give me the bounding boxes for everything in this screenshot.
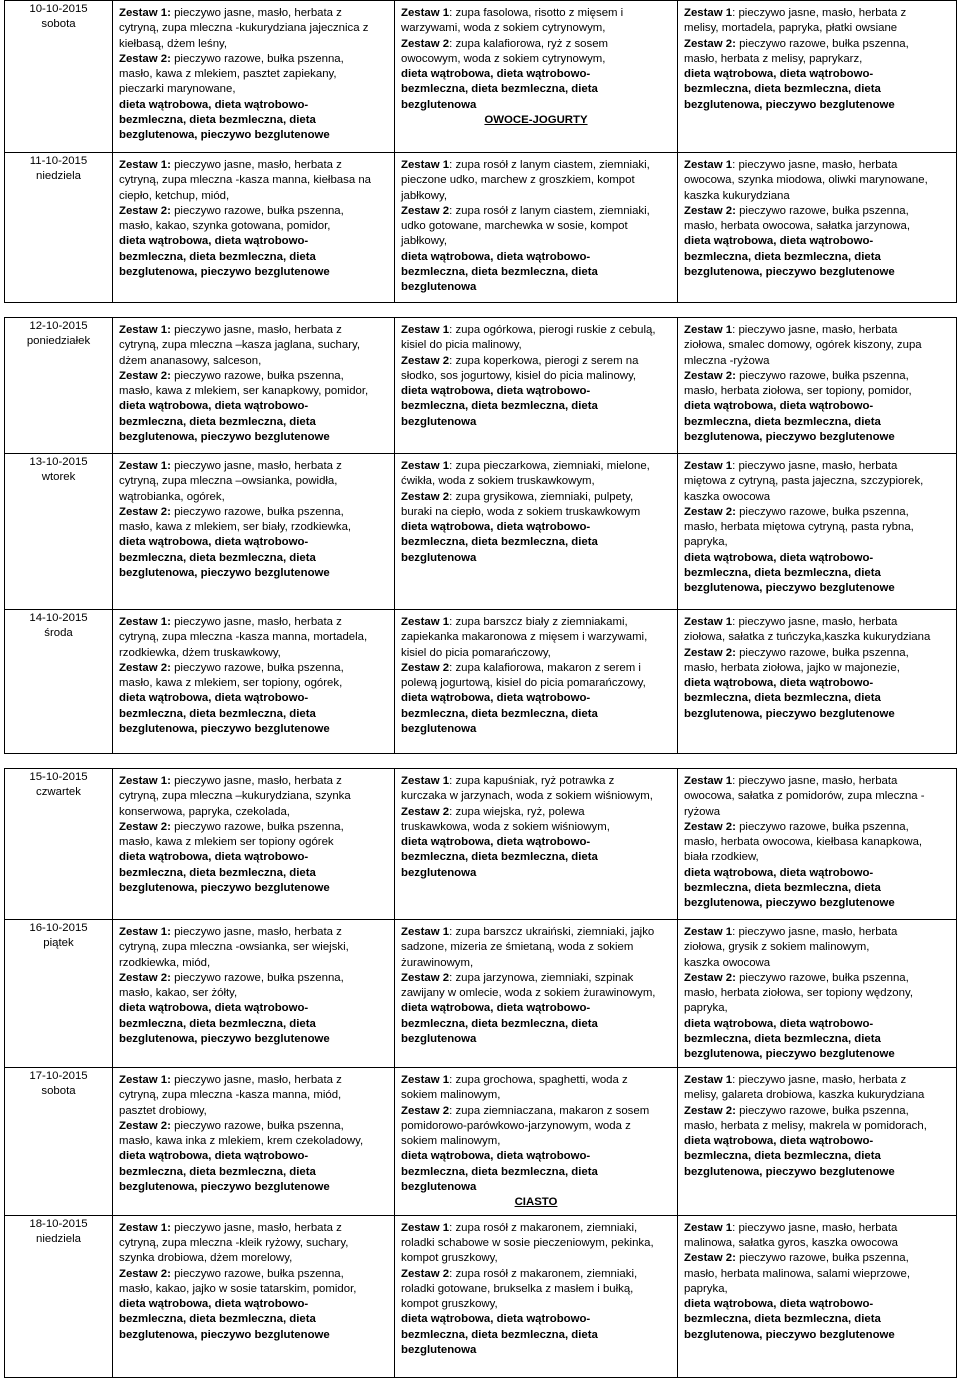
breakfast-line: masło, kakao, ser żółty, [119, 987, 238, 1000]
dinner-line: bezglutenowa, pieczywo bezglutenowe [684, 1328, 895, 1341]
dinner-line: bezmleczna, dieta bezmleczna, dieta [684, 692, 881, 705]
date-label: 15-10-2015 [29, 771, 88, 783]
date-label: 11-10-2015 [29, 155, 88, 167]
breakfast-line: cytryną, zupa mleczna –owsianka, powidła, [119, 475, 338, 488]
breakfast-line: pieczarki marynowane, [119, 83, 236, 96]
breakfast-line: masło, kawa z mlekiem, pasztet zapiekany, [119, 68, 337, 81]
weekday-label: sobota [41, 1085, 76, 1098]
dinner-line: melisy, mortadela, papryka, płatki owsiane [684, 22, 898, 35]
breakfast-line: dieta wątrobowa, dieta wątrobowo- [119, 1002, 309, 1015]
lunch-line: roladki gotowane, brukselka z masłem i bułką, [401, 1282, 634, 1295]
breakfast-line: masło, kakao, jajko w sosie tatarskim, pomidor, [119, 1282, 357, 1295]
dinner-line: owocowa, szynka miodowa, oliwki marynowane, [684, 174, 928, 187]
dinner-line: melisy, galareta drobiowa, kaszka kukurydziana [684, 1089, 925, 1102]
breakfast-line: cytryną, zupa mleczna –kukurydziana, szynka [119, 790, 351, 803]
lunch-cell [395, 1068, 678, 1216]
breakfast-line: bezglutenowa, pieczywo bezglutenowe [119, 431, 330, 444]
dinner-cell [678, 1, 957, 153]
dinner-line: Zestaw 2: pieczywo razowe, bułka pszenna, [684, 820, 909, 833]
dinner-cell [678, 454, 957, 610]
dinner-line: Zestaw 2: pieczywo razowe, bułka pszenna, [684, 369, 909, 382]
breakfast-line: Zestaw 1: pieczywo jasne, masło, herbata z [119, 1221, 342, 1234]
breakfast-line: bezglutenowa, pieczywo bezglutenowe [119, 1033, 330, 1046]
breakfast-line: ciepło, ketchup, miód, [119, 189, 230, 202]
lunch-line: kurczaka w jarzynach, woda z sokiem wiśniowym, [401, 790, 653, 803]
dinner-line: bezglutenowa, pieczywo bezglutenowe [684, 1048, 895, 1061]
breakfast-line: rzodkiewka, miód, [119, 956, 211, 969]
lunch-line: Zestaw 2: zupa kalafiorowa, ryż z sosem [401, 37, 609, 50]
date-label: 13-10-2015 [29, 456, 88, 468]
weekday-label: niedziela [36, 1232, 81, 1245]
breakfast-line: bezmleczna, dieta bezmleczna, dieta [119, 1313, 316, 1326]
lunch-line: Zestaw 1: zupa fasolowa, risotto z mięsem i [401, 7, 624, 19]
dinner-line: kaszka owocowa [684, 956, 771, 969]
row-separator [5, 303, 957, 318]
breakfast-line: dieta wątrobowa, dieta wątrobowo- [119, 1298, 309, 1311]
lunch-line: bezglutenowa [401, 866, 477, 879]
lunch-line: udko gotowane, marchewka w sosie, kompot [401, 220, 628, 233]
lunch-line: bezmleczna, dieta bezmleczna, dieta [401, 400, 598, 413]
lunch-line: buraki na ciepło, woda z sokiem truskawkowym [401, 505, 641, 518]
lunch-line: bezglutenowa [401, 281, 477, 294]
dinner-line: bezglutenowa, pieczywo bezglutenowe [684, 266, 895, 279]
breakfast-line: Zestaw 2: pieczywo razowe, bułka pszenna, [119, 1267, 344, 1280]
dinner-line: bezglutenowa, pieczywo bezglutenowe [684, 431, 895, 444]
lunch-line: Zestaw 2: zupa rosół z lanym ciastem, ziemniaki, [401, 204, 650, 217]
date-cell [5, 318, 113, 454]
breakfast-line: Zestaw 2: pieczywo razowe, bułka pszenna, [119, 971, 344, 984]
breakfast-line: cytryną, zupa mleczna -kasza manna, miód, [119, 1089, 342, 1102]
lunch-line: bezglutenowa [401, 723, 477, 736]
breakfast-line: dżem ananasowy, salceson, [119, 354, 262, 367]
breakfast-cell [113, 1068, 395, 1216]
breakfast-line: dieta wątrobowa, dieta wątrobowo- [119, 851, 309, 864]
breakfast-line: masło, kawa z mlekiem, ser topiony, ogórek, [119, 677, 343, 690]
lunch-line: polewą jogurtową, kisiel do picia pomarańczowy, [401, 677, 646, 690]
dinner-line: ziołowa, smalec domowy, ogórek kiszony, zupa [684, 339, 922, 352]
dinner-line: Zestaw 2: pieczywo razowe, bułka pszenna, [684, 37, 909, 50]
dinner-line: Zestaw 1: pieczywo jasne, masło, herbata [684, 159, 898, 171]
lunch-line: sadzone, mizeria ze śmietaną, woda z sokiem [401, 941, 634, 954]
dinner-line: masło, herbata malinowa, salami wieprzowe, [684, 1267, 911, 1280]
lunch-line: Zestaw 1: zupa grochowa, spaghetti, woda z [401, 1074, 628, 1086]
lunch-cell [395, 454, 678, 610]
dinner-line: bezglutenowa, pieczywo bezglutenowe [684, 1165, 895, 1178]
date-cell [5, 153, 113, 303]
lunch-line: kompot gruszkowy, [401, 1252, 498, 1265]
breakfast-line: kiełbasą, dżem leśny, [119, 37, 228, 50]
lunch-line: żurawinowym, [401, 956, 474, 969]
breakfast-line: Zestaw 2: pieczywo razowe, bułka pszenna, [119, 661, 344, 674]
dinner-cell [678, 1068, 957, 1216]
dinner-line: bezmleczna, dieta bezmleczna, dieta [684, 882, 881, 895]
lunch-line: Zestaw 2: zupa koperkowa, pierogi z serem na [401, 354, 639, 367]
date-label: 14-10-2015 [29, 612, 88, 624]
lunch-line: ćwikła, woda z sokiem truskawkowym, [401, 475, 595, 488]
breakfast-line: bezglutenowa, pieczywo bezglutenowe [119, 723, 330, 736]
lunch-line: Zestaw 2: zupa wiejska, ryż, polewa [401, 805, 585, 818]
dinner-line: bezmleczna, dieta bezmleczna, dieta [684, 1033, 881, 1046]
dinner-line: dieta wątrobowa, dieta wątrobowo- [684, 68, 874, 81]
lunch-line: dieta wątrobowa, dieta wątrobowo- [401, 692, 591, 705]
breakfast-cell [113, 1, 395, 153]
lunch-cell [395, 318, 678, 454]
lunch-line: bezmleczna, dieta bezmleczna, dieta [401, 83, 598, 96]
dinner-line: masło, herbata ziołowa, ser topiony, pomidor, [684, 385, 912, 398]
row-separator [5, 754, 957, 769]
lunch-line: sokiem malinowym, [401, 1089, 501, 1102]
weekday-label: środa [44, 627, 73, 640]
dinner-cell [678, 1215, 957, 1377]
day-row [5, 920, 957, 1068]
dinner-line: kaszka kukurydziana [684, 189, 790, 202]
weekday-label: czwartek [36, 786, 81, 799]
dinner-line: masło, herbata z melisy, paprykarz, [684, 52, 863, 65]
lunch-line: bezmleczna, dieta bezmleczna, dieta [401, 1017, 598, 1030]
lunch-cell [395, 920, 678, 1068]
breakfast-line: bezglutenowa, pieczywo bezglutenowe [119, 129, 330, 142]
dinner-line: bezmleczna, dieta bezmleczna, dieta [684, 83, 881, 96]
lunch-line: kompot gruszkowy, [401, 1298, 498, 1311]
lunch-line: zawijany w omlecie, woda z sokiem żurawinowym, [401, 987, 656, 1000]
day-row [5, 1068, 957, 1216]
lunch-line: Zestaw 2: zupa jarzynowa, ziemniaki, szpinak [401, 971, 634, 984]
lunch-line: CIASTO [514, 1196, 558, 1209]
dinner-line: miętowa z cytryną, pasta jajeczna, szczypiorek, [684, 475, 924, 488]
day-row [5, 1215, 957, 1377]
date-cell [5, 1068, 113, 1216]
breakfast-line: cytryną, zupa mleczna -owsianka, ser wiejski, [119, 941, 349, 954]
dinner-line: masło, herbata miętowa cytryną, pasta rybna, [684, 521, 914, 534]
breakfast-line: bezmleczna, dieta bezmleczna, dieta [119, 250, 316, 263]
lunch-line: kisiel do picia pomarańczowy, [401, 646, 551, 659]
lunch-line: bezmleczna, dieta bezmleczna, dieta [401, 1328, 598, 1341]
breakfast-line: pasztet drobiowy, [119, 1104, 207, 1117]
dinner-line: bezmleczna, dieta bezmleczna, dieta [684, 415, 881, 428]
breakfast-line: dieta wątrobowa, dieta wątrobowo- [119, 400, 309, 413]
breakfast-line: Zestaw 2: pieczywo razowe, bułka pszenna, [119, 204, 344, 217]
dinner-line: Zestaw 1: pieczywo jasne, masło, herbata z [684, 7, 907, 19]
breakfast-line: wątrobianka, ogórek, [119, 490, 225, 503]
breakfast-cell [113, 454, 395, 610]
breakfast-line: Zestaw 1: pieczywo jasne, masło, herbata z [119, 775, 342, 787]
breakfast-cell [113, 920, 395, 1068]
dinner-line: Zestaw 1: pieczywo jasne, masło, herbata [684, 775, 898, 787]
lunch-line: Zestaw 1: zupa rosół z lanym ciastem, ziemniaki, [401, 159, 650, 171]
lunch-line: bezglutenowa [401, 1033, 477, 1046]
lunch-line: dieta wątrobowa, dieta wątrobowo- [401, 1313, 591, 1326]
dinner-line: bezmleczna, dieta bezmleczna, dieta [684, 567, 881, 580]
dinner-line: kaszka owocowa [684, 490, 771, 503]
breakfast-line: bezmleczna, dieta bezmleczna, dieta [119, 415, 316, 428]
breakfast-cell [113, 1215, 395, 1377]
dinner-line: dieta wątrobowa, dieta wątrobowo- [684, 1298, 874, 1311]
breakfast-cell [113, 610, 395, 754]
day-row [5, 153, 957, 303]
breakfast-line: bezglutenowa, pieczywo bezglutenowe [119, 1181, 330, 1194]
lunch-line: słodko, sos jogurtowy, kisiel do picia malinowy, [401, 369, 637, 382]
date-label: 12-10-2015 [29, 320, 88, 332]
dinner-line: Zestaw 2: pieczywo razowe, bułka pszenna, [684, 204, 909, 217]
dinner-line: owocowa, sałatka z pomidorów, zupa mleczna - [684, 790, 925, 803]
breakfast-line: Zestaw 1: pieczywo jasne, masło, herbata z [119, 324, 342, 336]
breakfast-line: cytryną, zupa mleczna –kasza jaglana, suchary, [119, 339, 361, 352]
dinner-line: dieta wątrobowa, dieta wątrobowo- [684, 677, 874, 690]
menu-body [5, 1, 957, 1378]
date-label: 10-10-2015 [29, 3, 88, 15]
dinner-line: Zestaw 1: pieczywo jasne, masło, herbata [684, 324, 898, 336]
breakfast-line: Zestaw 1: pieczywo jasne, masło, herbata z [119, 926, 342, 938]
breakfast-line: Zestaw 1: pieczywo jasne, masło, herbata z [119, 1074, 342, 1086]
lunch-line: bezmleczna, dieta bezmleczna, dieta [401, 851, 598, 864]
breakfast-line: Zestaw 1: pieczywo jasne, masło, herbata z [119, 159, 342, 171]
breakfast-line: dieta wątrobowa, dieta wątrobowo- [119, 98, 309, 111]
breakfast-line: masło, kawa z mlekiem, ser biały, rzodkiewka, [119, 521, 352, 534]
breakfast-line: bezmleczna, dieta bezmleczna, dieta [119, 114, 316, 127]
weekday-label: wtorek [41, 471, 76, 484]
breakfast-cell [113, 769, 395, 920]
breakfast-line: bezmleczna, dieta bezmleczna, dieta [119, 866, 316, 879]
dinner-cell [678, 769, 957, 920]
dinner-line: masło, herbata ziołowa, ser topiony wędzony, [684, 987, 913, 1000]
dinner-line: dieta wątrobowa, dieta wątrobowo- [684, 1135, 874, 1148]
dinner-line: bezmleczna, dieta bezmleczna, dieta [684, 250, 881, 263]
breakfast-line: bezmleczna, dieta bezmleczna, dieta [119, 1017, 316, 1030]
lunch-line: pomidorowo-parówkowo-jarzynowym, woda z [401, 1119, 631, 1132]
dinner-line: dieta wątrobowa, dieta wątrobowo- [684, 1017, 874, 1030]
breakfast-line: cytryną, zupa mleczna -kukurydziana jajecznica z [119, 22, 369, 35]
lunch-line: Zestaw 1: zupa barszcz ukraiński, ziemniaki, jajko [401, 926, 655, 938]
breakfast-line: Zestaw 1: pieczywo jasne, masło, herbata z [119, 460, 342, 472]
breakfast-line: Zestaw 1: pieczywo jasne, masło, herbata z [119, 7, 342, 19]
day-row [5, 610, 957, 754]
breakfast-line: bezmleczna, dieta bezmleczna, dieta [119, 1165, 316, 1178]
lunch-line: bezglutenowa [401, 98, 477, 111]
dinner-line: mleczna -ryżowa [684, 354, 770, 367]
dinner-cell [678, 318, 957, 454]
lunch-cell [395, 1215, 678, 1377]
lunch-line: warzywami, woda z sokiem cytrynowym, [401, 22, 606, 35]
lunch-line: dieta wątrobowa, dieta wątrobowo- [401, 521, 591, 534]
lunch-line: bezglutenowa [401, 415, 477, 428]
lunch-line: OWOCE-JOGURTY [484, 114, 588, 127]
dinner-line: bezglutenowa, pieczywo bezglutenowe [684, 707, 895, 720]
lunch-line: bezmleczna, dieta bezmleczna, dieta [401, 707, 598, 720]
lunch-line: pieczone udko, marchew z groszkiem, kompot [401, 174, 635, 187]
breakfast-line: cytryną, zupa mleczna -kasza manna, kiełbasa na [119, 174, 371, 187]
dinner-line: Zestaw 2: pieczywo razowe, bułka pszenna, [684, 1104, 909, 1117]
day-row [5, 769, 957, 920]
date-label: 17-10-2015 [29, 1070, 88, 1082]
breakfast-line: bezmleczna, dieta bezmleczna, dieta [119, 707, 316, 720]
lunch-line: Zestaw 2: zupa ziemniaczana, makaron z sosem [401, 1104, 650, 1117]
lunch-line: truskawkowa, woda z sokiem wiśniowym, [401, 820, 610, 833]
lunch-line: jabłkowy, [401, 189, 448, 202]
breakfast-line: dieta wątrobowa, dieta wątrobowo- [119, 536, 309, 549]
date-label: 18-10-2015 [29, 1217, 88, 1230]
dinner-line: dieta wątrobowa, dieta wątrobowo- [684, 400, 874, 413]
breakfast-line: bezglutenowa, pieczywo bezglutenowe [119, 266, 330, 279]
lunch-line: Zestaw 1: zupa kapuśniak, ryż potrawka z [401, 775, 615, 787]
breakfast-line: masło, kawa inka z mlekiem, krem czekoladowy, [119, 1135, 364, 1148]
separator-cell [5, 754, 957, 769]
dinner-line: papryka, [684, 1002, 728, 1015]
breakfast-line: dieta wątrobowa, dieta wątrobowo- [119, 692, 309, 705]
dinner-line: bezmleczna, dieta bezmleczna, dieta [684, 1150, 881, 1163]
dinner-line: Zestaw 1: pieczywo jasne, masło, herbata z [684, 1074, 907, 1086]
breakfast-line: Zestaw 1: pieczywo jasne, masło, herbata z [119, 616, 342, 628]
breakfast-line: Zestaw 2: pieczywo razowe, bułka pszenna, [119, 369, 344, 382]
dinner-line: bezglutenowa, pieczywo bezglutenowe [684, 582, 895, 595]
lunch-line: dieta wątrobowa, dieta wątrobowo- [401, 68, 591, 81]
dinner-line: papryka, [684, 1282, 728, 1295]
dinner-line: Zestaw 1: pieczywo jasne, masło, herbata [684, 616, 898, 628]
dinner-line: Zestaw 2: pieczywo razowe, bułka pszenna, [684, 646, 909, 659]
lunch-cell [395, 153, 678, 303]
lunch-line: dieta wątrobowa, dieta wątrobowo- [401, 836, 591, 849]
dinner-line: Zestaw 1: pieczywo jasne, masło, herbata [684, 460, 898, 472]
breakfast-cell [113, 153, 395, 303]
dinner-line: biała rzodkiew, [684, 851, 759, 864]
dinner-line: dieta wątrobowa, dieta wątrobowo- [684, 551, 874, 564]
date-cell [5, 769, 113, 920]
dinner-line: ziołowa, grysik z sokiem malinowym, [684, 941, 870, 954]
breakfast-line: masło, kakao, szynka gotowana, pomidor, [119, 220, 331, 233]
breakfast-line: Zestaw 2: pieczywo razowe, bułka pszenna, [119, 505, 344, 518]
weekday-label: sobota [41, 18, 76, 31]
lunch-line: Zestaw 1: zupa rosół z makaronem, ziemniaki, [401, 1221, 638, 1234]
breakfast-line: masło, kawa z mlekiem, ser kanapkowy, pomidor, [119, 385, 369, 398]
lunch-line: Zestaw 1: zupa ogórkowa, pierogi ruskie z cebulą, [401, 324, 656, 336]
lunch-line: bezglutenowa [401, 1344, 477, 1357]
lunch-line: Zestaw 1: zupa barszcz biały z ziemniakami, [401, 616, 628, 628]
lunch-line: kisiel do picia malinowy, [401, 339, 522, 352]
lunch-line: dieta wątrobowa, dieta wątrobowo- [401, 1150, 591, 1163]
dinner-line: masło, herbata z melisy, makrela w pomidorach, [684, 1119, 927, 1132]
day-row [5, 1, 957, 153]
weekday-label: piątek [43, 937, 74, 950]
dinner-line: papryka, [684, 536, 728, 549]
breakfast-line: bezglutenowa, pieczywo bezglutenowe [119, 567, 330, 580]
lunch-line: bezglutenowa [401, 551, 477, 564]
lunch-line: Zestaw 2: zupa kalafiorowa, makaron z serem i [401, 661, 641, 674]
breakfast-line: bezglutenowa, pieczywo bezglutenowe [119, 882, 330, 895]
breakfast-line: cytryną, zupa mleczna -kleik ryżowy, suchary, [119, 1236, 349, 1249]
dinner-line: Zestaw 1: pieczywo jasne, masło, herbata [684, 1221, 898, 1234]
lunch-line: sokiem malinowym, [401, 1135, 501, 1148]
dinner-line: Zestaw 2: pieczywo razowe, bułka pszenna, [684, 1252, 909, 1265]
date-cell [5, 1215, 113, 1377]
dinner-line: ryżowa [684, 805, 721, 818]
dinner-cell [678, 920, 957, 1068]
date-cell [5, 610, 113, 754]
lunch-cell [395, 769, 678, 920]
date-cell [5, 1, 113, 153]
separator-cell [5, 303, 957, 318]
breakfast-line: dieta wątrobowa, dieta wątrobowo- [119, 1150, 309, 1163]
day-row [5, 318, 957, 454]
breakfast-line: masło, kawa z mlekiem ser topiony ogórek [119, 836, 334, 849]
lunch-line: bezmleczna, dieta bezmleczna, dieta [401, 1165, 598, 1178]
lunch-line: dieta wątrobowa, dieta wątrobowo- [401, 1002, 591, 1015]
lunch-line: owocowym, woda z sokiem cytrynowym, [401, 52, 606, 65]
breakfast-line: Zestaw 2: pieczywo razowe, bułka pszenna, [119, 820, 344, 833]
dinner-line: dieta wątrobowa, dieta wątrobowo- [684, 235, 874, 248]
dinner-line: masło, herbata owocowa, kiełbasa kanapkowa, [684, 836, 923, 849]
breakfast-line: bezmleczna, dieta bezmleczna, dieta [119, 551, 316, 564]
weekday-label: niedziela [36, 170, 81, 183]
dinner-cell [678, 610, 957, 754]
lunch-line: zapiekanka makaronowa z mięsem i warzywami, [401, 631, 648, 644]
dinner-line: bezmleczna, dieta bezmleczna, dieta [684, 1313, 881, 1326]
dinner-line: ziołowa, sałatka z tuńczyka,kaszka kukurydziana [684, 631, 931, 644]
lunch-line: jabłkowy, [401, 235, 448, 248]
dinner-line: dieta wątrobowa, dieta wątrobowo- [684, 866, 874, 879]
date-label: 16-10-2015 [29, 922, 88, 934]
breakfast-line: konserwowa, papryka, czekolada, [119, 805, 290, 818]
breakfast-line: Zestaw 2: pieczywo razowe, bułka pszenna, [119, 52, 344, 65]
lunch-line: dieta wątrobowa, dieta wątrobowo- [401, 385, 591, 398]
lunch-line: dieta wątrobowa, dieta wątrobowo- [401, 250, 591, 263]
dinner-line: Zestaw 1: pieczywo jasne, masło, herbata [684, 926, 898, 938]
breakfast-line: Zestaw 2: pieczywo razowe, bułka pszenna, [119, 1119, 344, 1132]
lunch-line: Zestaw 2: zupa grysikowa, ziemniaki, pulpety, [401, 490, 634, 503]
breakfast-line: cytryną, zupa mleczna -kasza manna, mortadela, [119, 631, 368, 644]
menu-table [4, 0, 957, 1378]
lunch-line: bezglutenowa [401, 1181, 477, 1194]
lunch-cell [395, 1, 678, 153]
dinner-line: bezglutenowa, pieczywo bezglutenowe [684, 98, 895, 111]
breakfast-cell [113, 318, 395, 454]
breakfast-line: dieta wątrobowa, dieta wątrobowo- [119, 235, 309, 248]
date-cell [5, 454, 113, 610]
dinner-line: bezglutenowa, pieczywo bezglutenowe [684, 897, 895, 910]
lunch-line: bezmleczna, dieta bezmleczna, dieta [401, 266, 598, 279]
lunch-line: Zestaw 1: zupa pieczarkowa, ziemniaki, mielone, [401, 460, 650, 472]
dinner-line: masło, herbata ziołowa, jajko w majonezie, [684, 661, 900, 674]
dinner-line: masło, herbata owocowa, sałatka jarzynowa, [684, 220, 911, 233]
breakfast-line: szynka drobiowa, dżem morelowy, [119, 1252, 293, 1265]
lunch-line: bezmleczna, dieta bezmleczna, dieta [401, 536, 598, 549]
day-row [5, 454, 957, 610]
breakfast-line: rzodkiewka, dżem truskawkowy, [119, 646, 281, 659]
dinner-cell [678, 153, 957, 303]
lunch-line: Zestaw 2: zupa rosół z makaronem, ziemniaki, [401, 1267, 638, 1280]
lunch-line: roladki schabowe w sosie pieczeniowym, pekinka, [401, 1236, 654, 1249]
date-cell [5, 920, 113, 1068]
weekday-label: poniedziałek [26, 335, 91, 348]
lunch-cell [395, 610, 678, 754]
dinner-line: malinowa, sałatka gyros, kaszka owocowa [684, 1236, 898, 1249]
dinner-line: Zestaw 2: pieczywo razowe, bułka pszenna, [684, 971, 909, 984]
breakfast-line: bezglutenowa, pieczywo bezglutenowe [119, 1328, 330, 1341]
dinner-line: Zestaw 2: pieczywo razowe, bułka pszenna, [684, 505, 909, 518]
